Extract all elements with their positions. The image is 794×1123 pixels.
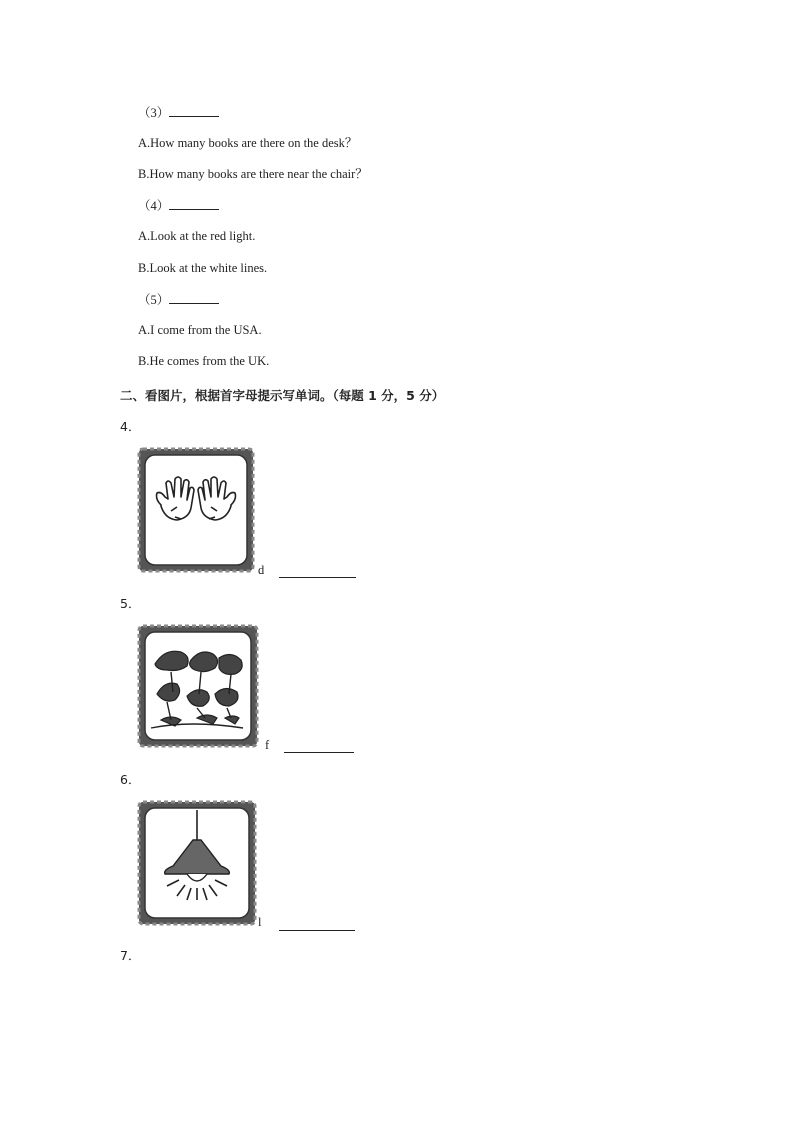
question-4-number: （4） [138, 197, 219, 214]
question-3-number: （3） [138, 104, 219, 121]
item-4-number: 4． [120, 419, 141, 434]
question-4-option-b: B.Look at the white lines. [138, 261, 268, 275]
question-5-option-a: A.I come from the USA. [138, 323, 262, 337]
item-5-initial-letter: f [265, 738, 270, 752]
answer-blank-3[interactable] [169, 104, 219, 117]
item-4-initial-letter: d [258, 563, 265, 577]
item-6-number: 6． [120, 772, 141, 787]
hands-icon [137, 447, 255, 573]
item-5-number: 5． [120, 596, 141, 611]
section-2-title: 二、看图片，根据首字母提示写单词。（每题 1 分，5 分） [120, 388, 445, 403]
answer-blank-5[interactable] [169, 291, 219, 304]
item-4-answer-line[interactable] [279, 576, 356, 578]
flowers-icon [137, 624, 259, 748]
item-6-answer-line[interactable] [279, 929, 355, 931]
item-7-number: 7． [120, 948, 141, 963]
item-6-initial-letter: l [258, 915, 262, 929]
question-3-option-a: A.How many books are there on the desk？ [138, 136, 358, 150]
question-3-option-b: B.How many books are there near the chair？ [138, 167, 368, 181]
question-5-number: （5） [138, 291, 219, 308]
lamp-icon [137, 800, 257, 926]
item-5-answer-line[interactable] [284, 751, 354, 753]
question-4-option-a: A.Look at the red light. [138, 229, 256, 243]
answer-blank-4[interactable] [169, 197, 219, 210]
question-5-option-b: B.He comes from the UK. [138, 354, 270, 368]
